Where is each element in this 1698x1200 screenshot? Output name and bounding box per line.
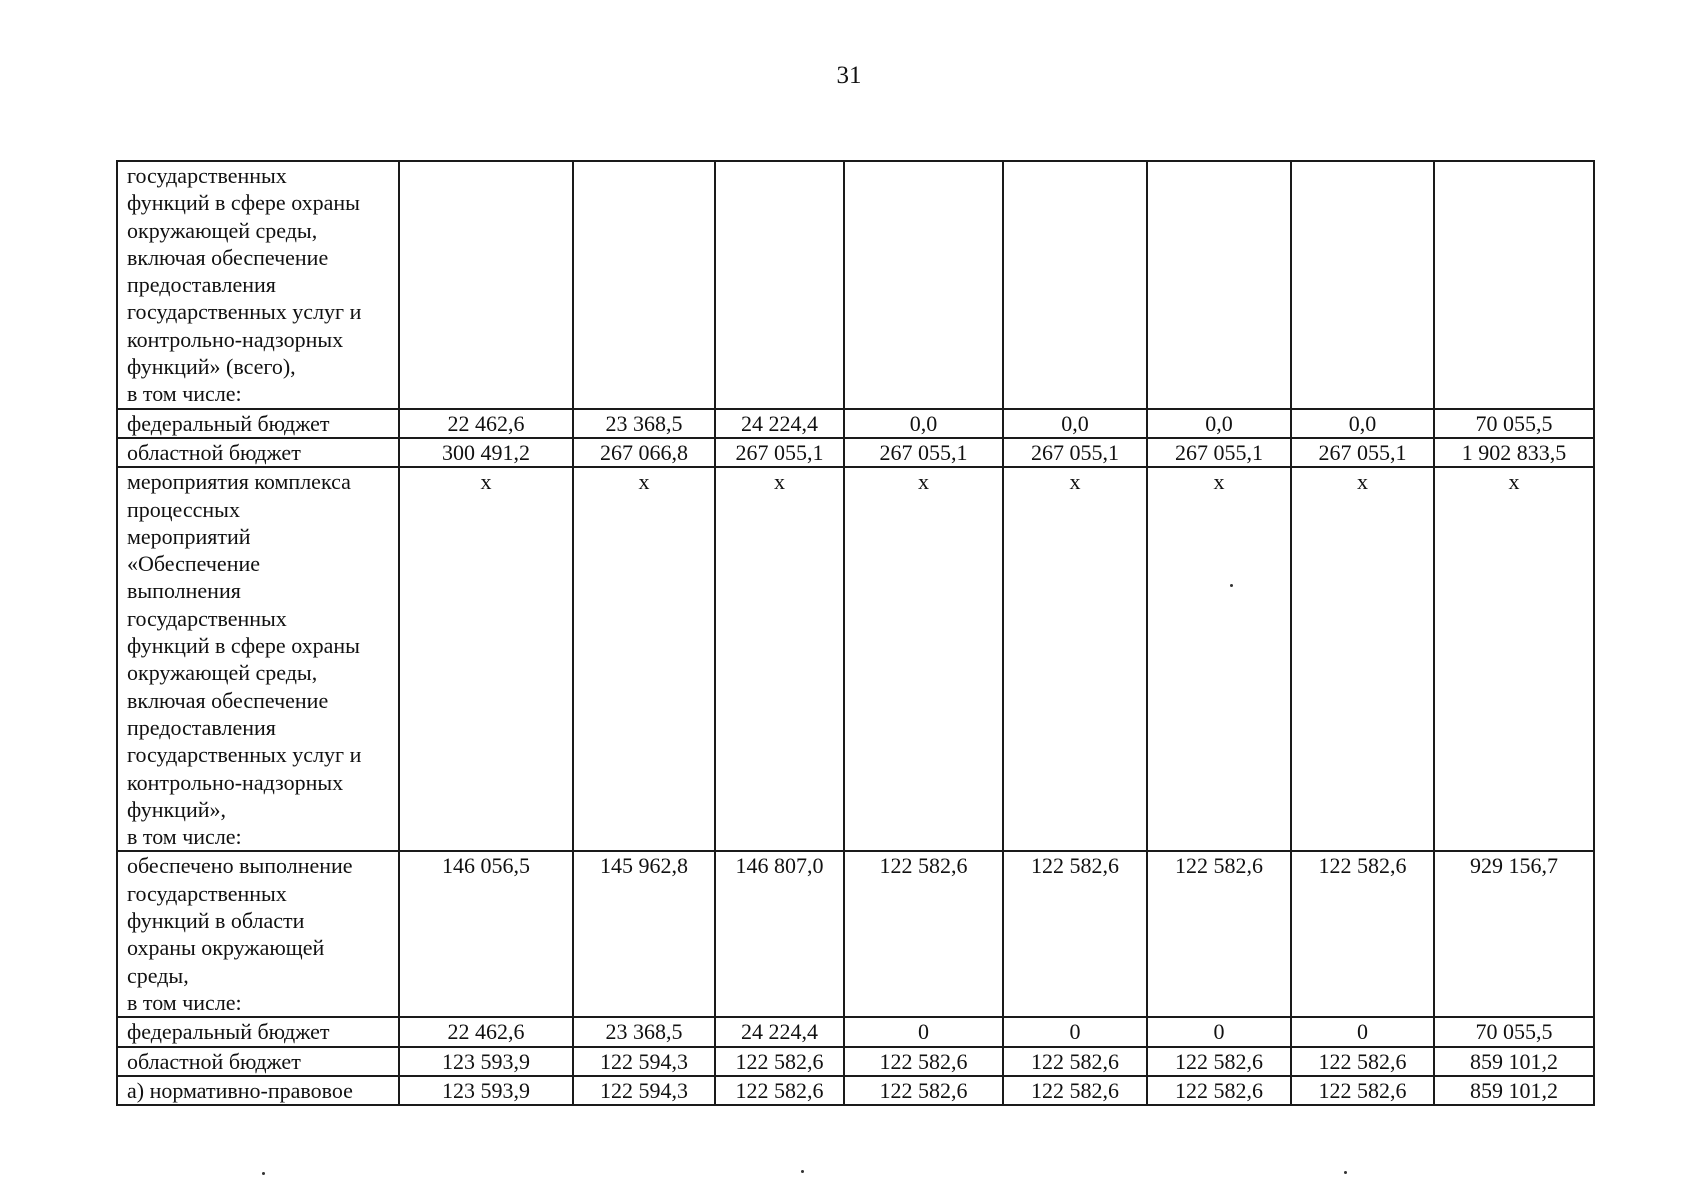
budget-table xyxy=(116,160,1595,1106)
row-label xyxy=(117,851,399,1017)
value-cell xyxy=(715,161,844,409)
row-label-line: «Обеспечение xyxy=(127,551,260,577)
value-cell: 267 055,1 xyxy=(1003,438,1147,467)
scan-dot xyxy=(262,1172,265,1175)
value-cell: 122 582,6 xyxy=(1003,851,1147,1017)
value-cell: 1 902 833,5 xyxy=(1434,438,1594,467)
table-body xyxy=(117,161,1594,1105)
page-number: 31 xyxy=(836,62,862,89)
row-label-line: функций в сфере охраны xyxy=(127,633,360,659)
value-cell: 929 156,7 xyxy=(1434,851,1594,1017)
value-cell: x xyxy=(1003,467,1147,851)
value-cell: 122 582,6 xyxy=(715,1047,844,1076)
scan-dot xyxy=(1344,1171,1347,1174)
value-cell: 859 101,2 xyxy=(1434,1047,1594,1076)
row-label-line: федеральный бюджет xyxy=(127,1019,330,1045)
value-cell: 122 582,6 xyxy=(1147,1076,1291,1105)
row-label xyxy=(117,467,399,851)
value-cell: 859 101,2 xyxy=(1434,1076,1594,1105)
row-label-line: охраны окружающей xyxy=(127,935,325,961)
value-cell: 123 593,9 xyxy=(399,1076,573,1105)
row-label xyxy=(117,1017,399,1046)
value-cell: 122 582,6 xyxy=(1003,1076,1147,1105)
value-cell: 0,0 xyxy=(1147,409,1291,438)
scan-dot xyxy=(801,1170,804,1173)
row-label-line: предоставления xyxy=(127,714,276,740)
value-cell: x xyxy=(1147,467,1291,851)
value-cell: x xyxy=(573,467,715,851)
row-label-line: предоставления xyxy=(127,272,276,298)
value-cell: 122 582,6 xyxy=(1291,851,1434,1017)
value-cell xyxy=(1434,161,1594,409)
row-label-line: контрольно-надзорных xyxy=(127,769,344,795)
value-cell: 267 055,1 xyxy=(1147,438,1291,467)
row-label-line: государственных услуг и xyxy=(127,742,362,768)
row-label-line: окружающей среды, xyxy=(127,217,318,243)
table-row xyxy=(117,438,1594,467)
row-label xyxy=(117,1047,399,1076)
value-cell: 70 055,5 xyxy=(1434,409,1594,438)
value-cell: 267 055,1 xyxy=(715,438,844,467)
row-label-line: а) нормативно-правовое xyxy=(127,1077,353,1103)
value-cell: 24 224,4 xyxy=(715,1017,844,1046)
value-cell: 24 224,4 xyxy=(715,409,844,438)
row-label-line: среды, xyxy=(127,962,189,988)
value-cell xyxy=(573,161,715,409)
row-label xyxy=(117,409,399,438)
row-label-line: обеспечено выполнение xyxy=(127,853,353,879)
row-label-line: государственных услуг и xyxy=(127,299,362,325)
row-label-line: областной бюджет xyxy=(127,1048,301,1074)
table-row xyxy=(117,161,1594,409)
row-label-line: функций в сфере охраны xyxy=(127,190,360,216)
value-cell: 122 582,6 xyxy=(844,1076,1003,1105)
value-cell: x xyxy=(1291,467,1434,851)
row-label xyxy=(117,1076,399,1105)
value-cell: 122 582,6 xyxy=(1147,1047,1291,1076)
value-cell: 122 582,6 xyxy=(1291,1047,1434,1076)
row-label-line: процессных xyxy=(127,496,240,522)
row-label-line: включая обеспечение xyxy=(127,244,329,270)
value-cell: 0,0 xyxy=(1003,409,1147,438)
value-cell xyxy=(399,161,573,409)
value-cell: 23 368,5 xyxy=(573,1017,715,1046)
value-cell: 23 368,5 xyxy=(573,409,715,438)
row-label-line: в том числе: xyxy=(127,381,242,407)
value-cell: 122 582,6 xyxy=(1003,1047,1147,1076)
row-label-line: функций», xyxy=(127,796,226,822)
row-label-line: областной бюджет xyxy=(127,439,301,465)
table-row xyxy=(117,467,1594,851)
row-label-line: мероприятий xyxy=(127,523,251,549)
row-label-line: в том числе: xyxy=(127,824,242,850)
value-cell: 0 xyxy=(1147,1017,1291,1046)
value-cell: x xyxy=(1434,467,1594,851)
value-cell: 0,0 xyxy=(844,409,1003,438)
value-cell: 300 491,2 xyxy=(399,438,573,467)
value-cell: 267 066,8 xyxy=(573,438,715,467)
value-cell: 0 xyxy=(844,1017,1003,1046)
row-label-line: в том числе: xyxy=(127,989,242,1015)
value-cell: x xyxy=(715,467,844,851)
row-label-line: федеральный бюджет xyxy=(127,410,330,436)
value-cell: 122 594,3 xyxy=(573,1076,715,1105)
row-label-line: контрольно-надзорных xyxy=(127,326,344,352)
row-label-line: выполнения xyxy=(127,578,241,604)
value-cell xyxy=(1003,161,1147,409)
value-cell: 122 582,6 xyxy=(1291,1076,1434,1105)
value-cell: 22 462,6 xyxy=(399,1017,573,1046)
value-cell: 122 582,6 xyxy=(844,1047,1003,1076)
table-row xyxy=(117,851,1594,1017)
value-cell: 146 056,5 xyxy=(399,851,573,1017)
value-cell: x xyxy=(399,467,573,851)
value-cell: 122 582,6 xyxy=(844,851,1003,1017)
row-label xyxy=(117,161,399,409)
table-row xyxy=(117,409,1594,438)
value-cell: 122 582,6 xyxy=(1147,851,1291,1017)
row-label-line: окружающей среды, xyxy=(127,660,318,686)
value-cell: 146 807,0 xyxy=(715,851,844,1017)
table-row xyxy=(117,1076,1594,1105)
value-cell xyxy=(844,161,1003,409)
row-label-line: мероприятия комплекса xyxy=(127,469,351,495)
row-label-line: функций в области xyxy=(127,908,305,934)
value-cell: 0,0 xyxy=(1291,409,1434,438)
value-cell: 267 055,1 xyxy=(844,438,1003,467)
table-row xyxy=(117,1017,1594,1046)
table-row xyxy=(117,1047,1594,1076)
value-cell: 0 xyxy=(1003,1017,1147,1046)
row-label xyxy=(117,438,399,467)
row-label-line: государственных xyxy=(127,880,287,906)
value-cell: 145 962,8 xyxy=(573,851,715,1017)
row-label-line: государственных xyxy=(127,163,287,188)
row-label-line: государственных xyxy=(127,605,287,631)
scan-dot xyxy=(1230,584,1233,587)
value-cell: 70 055,5 xyxy=(1434,1017,1594,1046)
value-cell: 122 582,6 xyxy=(715,1076,844,1105)
value-cell: 122 594,3 xyxy=(573,1047,715,1076)
row-label-line: функций» (всего), xyxy=(127,354,296,380)
value-cell: 267 055,1 xyxy=(1291,438,1434,467)
value-cell: x xyxy=(844,467,1003,851)
value-cell: 0 xyxy=(1291,1017,1434,1046)
value-cell xyxy=(1147,161,1291,409)
value-cell: 22 462,6 xyxy=(399,409,573,438)
value-cell xyxy=(1291,161,1434,409)
value-cell: 123 593,9 xyxy=(399,1047,573,1076)
row-label-line: включая обеспечение xyxy=(127,687,329,713)
